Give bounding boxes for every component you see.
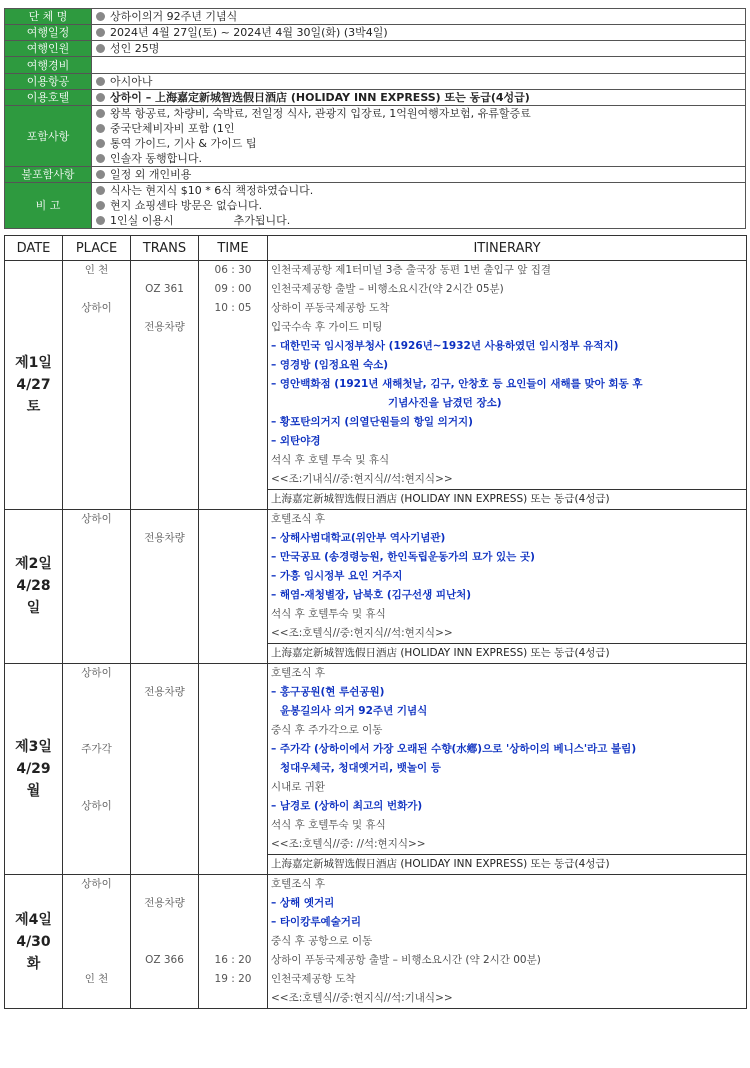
summary-row	[5, 106, 746, 167]
day-number: 제2일	[15, 556, 52, 572]
place-entry	[63, 778, 130, 797]
itinerary-entry: – 타이캉루예술거리	[271, 916, 362, 928]
date-cell	[5, 510, 63, 664]
summary-value	[92, 57, 746, 74]
trans-entry	[131, 875, 198, 894]
hotel-line: 上海嘉定新城智选假日酒店 (HOLIDAY INN EXPRESS) 또는 동급(4성급)	[268, 854, 746, 874]
itinerary-entry: – 영경방 (임정요원 숙소)	[271, 359, 389, 371]
itinerary-entry: 인천국제공항 도착	[271, 973, 356, 985]
place-entry: 상하이	[81, 800, 112, 812]
bullet-icon	[96, 139, 105, 148]
time-entry	[199, 913, 267, 932]
time-entry	[199, 835, 267, 854]
itinerary-entry: <<조:기내식//중:현지식//석:현지식>>	[271, 473, 453, 485]
time-entry	[199, 702, 267, 721]
summary-line-text: 성인 25명	[110, 42, 160, 55]
time-entry	[199, 740, 267, 759]
time-entry	[199, 337, 267, 356]
place-entry	[63, 932, 130, 951]
date-cell	[5, 664, 63, 875]
day-number: 제1일	[15, 354, 52, 371]
trans-entry: 전용차량	[144, 532, 185, 544]
trans-entry	[131, 470, 198, 489]
place-entry	[63, 624, 130, 643]
itinerary-entry: 상하이 푸동국제공항 도착	[271, 302, 390, 314]
place-entry	[63, 913, 130, 932]
place-entry: 상하이	[81, 513, 112, 525]
itinerary-entry: 윤봉길의사 의거 92주년 기념식	[280, 705, 428, 717]
summary-label: 여행일정	[5, 25, 92, 41]
date-label	[5, 261, 62, 418]
summary-row	[5, 167, 746, 183]
summary-line-text: 2024년 4월 27일(토) ~ 2024년 4월 30일(화) (3박4일)	[110, 26, 388, 39]
trans-entry	[131, 337, 198, 356]
time-entry	[199, 529, 267, 548]
header-date: DATE	[5, 236, 63, 261]
itinerary-entry: 석식 후 호텔 투숙 및 휴식	[271, 454, 390, 466]
trans-entry	[131, 778, 198, 797]
time-entry: 10 : 05	[214, 302, 252, 314]
itinerary-entry: 중식 후 공항으로 이동	[271, 935, 373, 947]
time-entry	[199, 567, 267, 586]
itinerary-entry: – 황포탄의거지 (의열단원들의 항일 의거지)	[271, 416, 473, 428]
trans-entry	[131, 913, 198, 932]
day-date: 4/28	[16, 578, 51, 594]
hotel-line: 上海嘉定新城智选假日酒店 (HOLIDAY INN EXPRESS) 또는 동급(4성급)	[268, 489, 746, 509]
trans-entry	[131, 759, 198, 778]
itinerary-entry: 석식 후 호텔투숙 및 휴식	[271, 819, 386, 831]
trans-entry	[131, 394, 198, 413]
trans-entry	[131, 432, 198, 451]
spacer	[131, 854, 198, 873]
summary-row	[5, 9, 746, 25]
day-block	[5, 261, 747, 510]
summary-line-text: 왕복 항공료, 차량비, 숙박료, 전일정 식사, 관광지 입장료, 1억원여행자보험, 유류할증료	[110, 107, 531, 120]
place-entry	[63, 989, 130, 1008]
summary-value	[92, 90, 746, 106]
summary-line-text: 일정 외 개인비용	[110, 168, 192, 181]
itinerary-entry: – 해염-재청별장, 남북호 (김구선생 피난처)	[271, 589, 472, 601]
place-entry	[63, 683, 130, 702]
summary-line-text: 인솔자 동행합니다.	[110, 152, 203, 165]
summary-line	[96, 136, 745, 151]
bullet-icon	[96, 93, 105, 102]
itinerary-entry: <<조:호텔식//중:현지식//석:현지식>>	[271, 627, 453, 639]
summary-row	[5, 74, 746, 90]
trans-entry: 전용차량	[144, 686, 185, 698]
itinerary-entry: 인천국제공항 출발 – 비행소요시간(약 2시간 05분)	[271, 283, 504, 295]
summary-row	[5, 41, 746, 57]
time-entry: 19 : 20	[214, 973, 252, 985]
summary-line	[96, 90, 745, 105]
place-cell	[63, 875, 131, 1009]
trans-cell	[131, 875, 199, 1009]
place-entry	[63, 586, 130, 605]
trans-entry: 전용차량	[144, 897, 185, 909]
itinerary-cell	[268, 875, 747, 1009]
time-entry	[199, 318, 267, 337]
summary-line	[96, 121, 745, 136]
summary-line-text: 통역 가이드, 기사 & 가이드 팁	[110, 137, 257, 150]
spacer	[131, 489, 198, 508]
summary-line-text: 상하이의거 92주년 기념식	[110, 10, 238, 23]
trans-entry	[131, 835, 198, 854]
place-cell	[63, 510, 131, 664]
day-date: 4/30	[16, 933, 51, 950]
place-entry	[63, 470, 130, 489]
bullet-icon	[96, 77, 105, 86]
place-entry: 인 천	[84, 264, 109, 276]
time-cell	[199, 875, 268, 1009]
summary-line	[96, 106, 745, 121]
trans-entry	[131, 816, 198, 835]
itinerary-entry: 입국수속 후 가이드 미팅	[271, 321, 383, 333]
place-entry	[63, 394, 130, 413]
summary-line-text: 추가됩니다.	[233, 214, 291, 227]
summary-value	[92, 106, 746, 167]
itinerary-entry: – 홍구공원(현 루쉰공원)	[271, 686, 385, 698]
itinerary-entry: 호텔조식 후	[271, 667, 326, 679]
summary-line	[96, 41, 745, 56]
itinerary-entry: 석식 후 호텔투숙 및 휴식	[271, 608, 386, 620]
spacer	[131, 643, 198, 662]
summary-row	[5, 25, 746, 41]
time-entry	[199, 683, 267, 702]
day-weekday: 월	[26, 782, 41, 799]
time-entry	[199, 759, 267, 778]
trans-cell	[131, 261, 199, 510]
place-entry	[63, 951, 130, 970]
bullet-icon	[96, 170, 105, 179]
time-entry	[199, 510, 267, 529]
trans-entry: OZ 361	[145, 283, 184, 295]
time-entry	[199, 451, 267, 470]
summary-line	[96, 167, 745, 182]
time-entry	[199, 721, 267, 740]
itinerary-entry: – 대한민국 임시정부청사 (1926년~1932년 사용하였던 임시정부 유적지)	[271, 340, 619, 352]
summary-row	[5, 57, 746, 74]
day-weekday: 토	[26, 398, 41, 415]
time-entry	[199, 816, 267, 835]
summary-value	[92, 183, 746, 229]
trans-cell	[131, 510, 199, 664]
trans-entry	[131, 624, 198, 643]
summary-line	[96, 9, 745, 24]
time-entry	[199, 664, 267, 683]
summary-row	[5, 183, 746, 229]
itinerary-entry: <<조:호텔식//중: //석:현지식>>	[271, 838, 426, 850]
time-cell	[199, 261, 268, 510]
place-entry	[63, 567, 130, 586]
time-cell	[199, 664, 268, 875]
summary-label: 포함사항	[5, 106, 92, 167]
header-place: PLACE	[63, 236, 131, 261]
summary-label: 단 체 명	[5, 9, 92, 25]
time-entry: 09 : 00	[214, 283, 252, 295]
trans-entry	[131, 451, 198, 470]
itinerary-entry: – 가흥 임시정부 요인 거주지	[271, 570, 403, 582]
day-block	[5, 875, 747, 1009]
trans-entry	[131, 740, 198, 759]
trans-entry	[131, 413, 198, 432]
summary-line-text: 현지 쇼핑센타 방문은 없습니다.	[110, 199, 263, 212]
bullet-icon	[96, 186, 105, 195]
trans-entry: OZ 366	[145, 954, 184, 966]
itinerary-entry: 호텔조식 후	[271, 878, 326, 890]
day-date: 4/27	[16, 376, 51, 393]
summary-line-text: 중국단체비자비 포함 (1인	[110, 122, 235, 135]
itinerary-header-row	[5, 236, 747, 261]
place-entry	[63, 548, 130, 567]
place-entry: 인 천	[84, 973, 109, 985]
trans-entry	[131, 548, 198, 567]
header-trans: TRANS	[131, 236, 199, 261]
place-entry: 상하이	[81, 667, 112, 679]
summary-value	[92, 9, 746, 25]
place-entry	[63, 835, 130, 854]
summary-label: 이용항공	[5, 74, 92, 90]
bullet-icon	[96, 28, 105, 37]
day-block	[5, 664, 747, 875]
trans-entry	[131, 356, 198, 375]
time-entry	[199, 413, 267, 432]
place-entry	[63, 816, 130, 835]
place-entry	[63, 413, 130, 432]
time-entry	[199, 894, 267, 913]
summary-label: 불포함사항	[5, 167, 92, 183]
place-cell	[63, 664, 131, 875]
date-label	[5, 664, 62, 802]
hotel-line: 上海嘉定新城智选假日酒店 (HOLIDAY INN EXPRESS) 또는 동급(4성급)	[268, 643, 746, 663]
itinerary-entry: 기념사진을 남겼던 장소)	[388, 397, 502, 409]
place-entry	[63, 337, 130, 356]
summary-label: 이용호텔	[5, 90, 92, 106]
time-entry: 06 : 30	[214, 264, 252, 276]
itinerary-table	[4, 235, 747, 1009]
trans-entry	[131, 586, 198, 605]
summary-line-text: 1인실 이용시	[110, 214, 174, 227]
trans-entry	[131, 970, 198, 989]
bullet-icon	[96, 124, 105, 133]
trans-entry	[131, 567, 198, 586]
trans-entry	[131, 510, 198, 529]
itinerary-cell	[268, 510, 747, 664]
place-entry	[63, 529, 130, 548]
bullet-icon	[96, 216, 105, 225]
day-block	[5, 510, 747, 664]
itinerary-entry: 중식 후 주가각으로 이동	[271, 724, 383, 736]
itinerary-entry: – 주가각 (상하이에서 가장 오래된 수향(水鄕)으로 '상하이의 베니스'라고 불림)	[271, 743, 637, 755]
place-entry	[63, 702, 130, 721]
trans-entry	[131, 721, 198, 740]
place-entry	[63, 318, 130, 337]
summary-line-text: 아시아나	[110, 75, 153, 88]
trans-entry	[131, 989, 198, 1008]
summary-line-text: 식사는 현지식 $10 * 6식 책정하였습니다.	[110, 184, 314, 197]
itinerary-entry: – 영안백화점 (1921년 새해첫날, 김구, 안창호 등 요인들이 새해를 맞아 회동 후	[271, 378, 643, 390]
itinerary-cell	[268, 664, 747, 875]
itinerary-entry: – 상해사범대학교(위안부 역사기념관)	[271, 532, 446, 544]
place-entry	[63, 759, 130, 778]
day-weekday: 화	[26, 955, 41, 972]
itinerary-entry: – 외탄야경	[271, 435, 321, 447]
trans-entry	[131, 797, 198, 816]
place-entry	[63, 451, 130, 470]
trans-entry	[131, 605, 198, 624]
trans-entry	[131, 664, 198, 683]
spacer	[199, 854, 267, 873]
place-entry	[63, 605, 130, 624]
date-label	[5, 875, 62, 975]
day-number: 제4일	[15, 911, 52, 928]
time-entry	[199, 932, 267, 951]
time-entry	[199, 394, 267, 413]
place-entry	[63, 894, 130, 913]
summary-value	[92, 167, 746, 183]
place-entry: 상하이	[81, 878, 112, 890]
day-weekday: 일	[26, 600, 41, 616]
place-cell	[63, 261, 131, 510]
summary-row	[5, 90, 746, 106]
trans-entry	[131, 375, 198, 394]
summary-line	[96, 183, 745, 198]
document-page	[4, 8, 746, 1009]
trans-entry	[131, 261, 198, 280]
itinerary-entry: 인천국제공항 제1터미널 3층 출국장 동편 1번 출입구 앞 집결	[271, 264, 552, 276]
summary-value	[92, 25, 746, 41]
trans-entry: 전용차량	[144, 321, 185, 333]
itinerary-entry: 호텔조식 후	[271, 513, 326, 525]
summary-label: 여행경비	[5, 57, 92, 74]
itinerary-cell	[268, 261, 747, 510]
itinerary-entry: 상하이 푸동국제공항 출발 – 비행소요시간 (약 2시간 00분)	[271, 954, 541, 966]
time-entry	[199, 778, 267, 797]
summary-value	[92, 41, 746, 57]
day-date: 4/29	[16, 760, 51, 777]
time-cell	[199, 510, 268, 664]
itinerary-entry: – 상해 옛거리	[271, 897, 335, 909]
time-entry	[199, 548, 267, 567]
summary-line	[96, 213, 745, 228]
summary-line	[96, 151, 745, 166]
place-entry	[63, 375, 130, 394]
trans-cell	[131, 664, 199, 875]
date-label	[5, 510, 62, 619]
trans-entry	[131, 932, 198, 951]
itinerary-entry: – 만국공묘 (송경령능원, 한인독립운동가의 묘가 있는 곳)	[271, 551, 535, 563]
spacer	[63, 643, 130, 662]
spacer	[63, 854, 130, 873]
summary-label: 비 고	[5, 183, 92, 229]
itinerary-entry: 청대우체국, 청대옛거리, 뱃놀이 등	[280, 762, 441, 774]
time-entry: 16 : 20	[214, 954, 252, 966]
date-cell	[5, 875, 63, 1009]
summary-value	[92, 74, 746, 90]
header-time: TIME	[199, 236, 268, 261]
bullet-icon	[96, 154, 105, 163]
header-itinerary: ITINERARY	[268, 236, 747, 261]
time-entry	[199, 797, 267, 816]
time-entry	[199, 470, 267, 489]
time-entry	[199, 605, 267, 624]
summary-table	[4, 8, 746, 229]
place-entry	[63, 356, 130, 375]
time-entry	[199, 624, 267, 643]
itinerary-entry: – 남경로 (상하이 최고의 번화가)	[271, 800, 423, 812]
summary-line	[96, 25, 745, 40]
bullet-icon	[96, 44, 105, 53]
place-entry: 상하이	[81, 302, 112, 314]
summary-line	[96, 74, 745, 89]
place-entry	[63, 721, 130, 740]
time-entry	[199, 989, 267, 1008]
time-entry	[199, 375, 267, 394]
spacer	[199, 489, 267, 508]
time-entry	[199, 875, 267, 894]
trans-entry	[131, 299, 198, 318]
trans-entry	[131, 702, 198, 721]
bullet-icon	[96, 109, 105, 118]
time-entry	[199, 356, 267, 375]
date-cell	[5, 261, 63, 510]
time-entry	[199, 432, 267, 451]
itinerary-entry: <<조:호텔식//중:현지식//석:기내식>>	[271, 992, 453, 1004]
spacer	[199, 643, 267, 662]
place-entry	[63, 432, 130, 451]
summary-line	[96, 198, 745, 213]
place-entry: 주가각	[81, 743, 112, 755]
spacer	[63, 489, 130, 508]
bullet-icon	[96, 12, 105, 21]
day-number: 제3일	[15, 738, 52, 755]
time-entry	[199, 586, 267, 605]
summary-label: 여행인원	[5, 41, 92, 57]
bullet-icon	[96, 201, 105, 210]
place-entry	[63, 280, 130, 299]
itinerary-entry: 시내로 귀환	[271, 781, 326, 793]
summary-line-text: 상하이 – 上海嘉定新城智选假日酒店 (HOLIDAY INN EXPRESS) 또는 동급(4성급)	[110, 91, 530, 104]
